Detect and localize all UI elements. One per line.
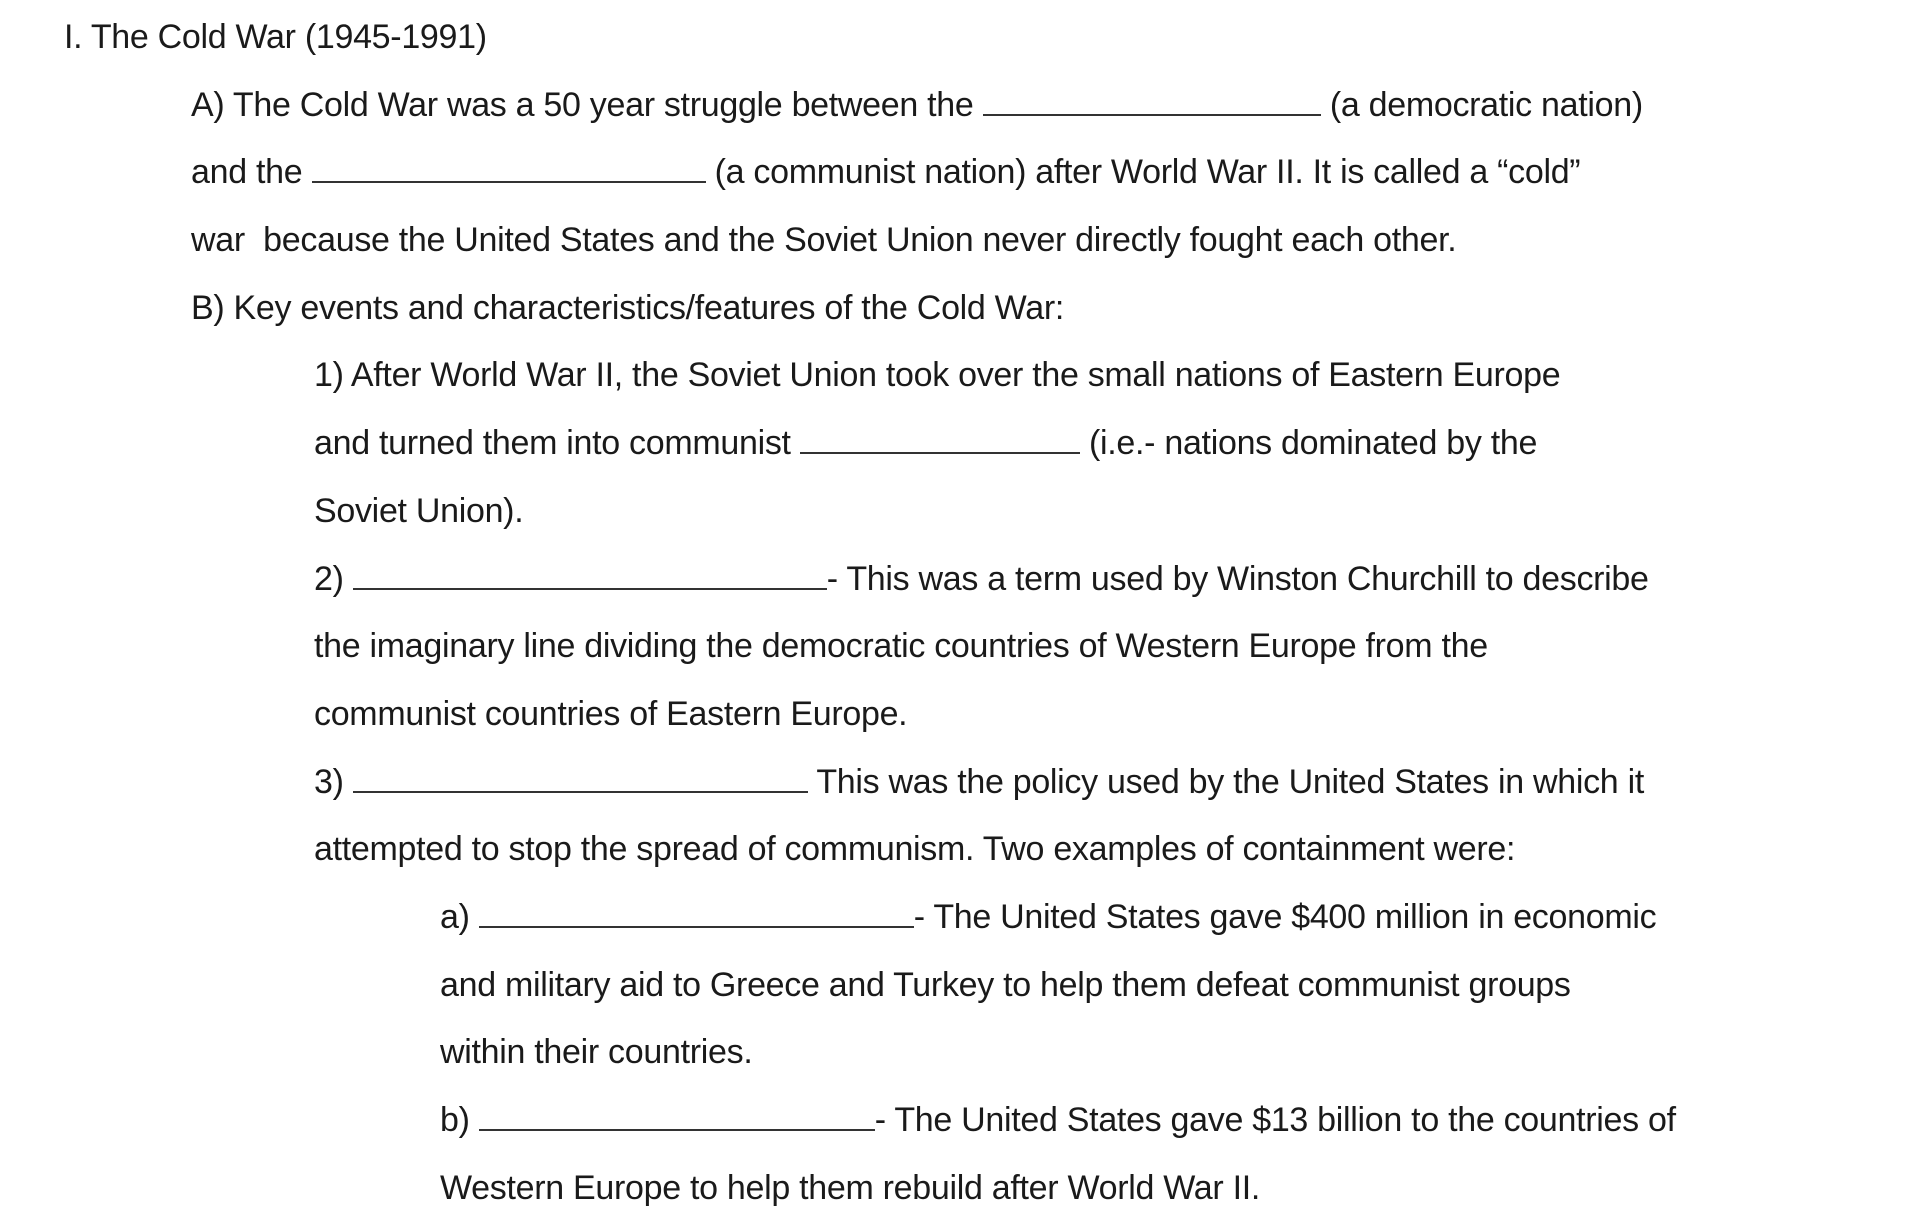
text-segment: - This was a term used by Winston Churchill to describe bbox=[826, 560, 1649, 598]
text-segment: (a democratic nation) bbox=[1320, 86, 1643, 124]
fill-in-blank[interactable] bbox=[800, 422, 1080, 454]
section-heading bbox=[64, 15, 487, 59]
text-line-a-2 bbox=[191, 150, 1580, 194]
text-segment: b) bbox=[440, 1101, 479, 1139]
text-segment: I. The Cold War (1945-1991) bbox=[64, 18, 487, 56]
text-segment: 1) After World War II, the Soviet Union took over the small nations of Eastern Europe bbox=[314, 356, 1561, 394]
text-line-item1-1 bbox=[314, 353, 1560, 397]
text-segment: - The United States gave $13 billion to the countries of bbox=[874, 1101, 1676, 1139]
text-line-item3-2 bbox=[314, 827, 1515, 871]
text-line-item2-3 bbox=[314, 692, 907, 736]
text-segment: - The United States gave $400 million in economic bbox=[913, 898, 1657, 936]
text-segment: A) The Cold War was a 50 year struggle between the bbox=[191, 86, 983, 124]
text-segment: attempted to stop the spread of communism. Two examples of containment were: bbox=[314, 830, 1516, 868]
text-line-item3-1 bbox=[314, 760, 1644, 804]
text-segment: and turned them into communist bbox=[314, 424, 800, 462]
text-segment: the imaginary line dividing the democratic countries of Western Europe from the bbox=[314, 627, 1488, 665]
text-segment: 2) bbox=[314, 560, 353, 598]
text-line-item2-2 bbox=[314, 624, 1488, 668]
text-segment: (i.e.- nations dominated by the bbox=[1079, 424, 1538, 462]
text-segment: and the bbox=[191, 153, 312, 191]
text-segment: Soviet Union). bbox=[314, 492, 524, 530]
fill-in-blank[interactable] bbox=[983, 84, 1321, 116]
fill-in-blank[interactable] bbox=[479, 1099, 875, 1131]
text-line-sub-a-2 bbox=[440, 963, 1571, 1007]
text-line-a-3 bbox=[191, 218, 1456, 262]
fill-in-blank[interactable] bbox=[353, 558, 827, 590]
text-line-sub-b-1 bbox=[440, 1098, 1676, 1142]
text-segment: war because the United States and the Soviet Union never directly fought each other. bbox=[191, 221, 1457, 259]
text-segment: communist countries of Eastern Europe. bbox=[314, 695, 908, 733]
text-line-sub-b-2 bbox=[440, 1166, 1260, 1210]
text-segment: 3) bbox=[314, 763, 353, 801]
text-segment: and military aid to Greece and Turkey to help them defeat communist groups bbox=[440, 966, 1571, 1004]
fill-in-blank[interactable] bbox=[312, 151, 706, 183]
text-line-a-1 bbox=[191, 83, 1643, 127]
text-line-item1-2 bbox=[314, 421, 1537, 465]
text-segment: This was the policy used by the United States in which it bbox=[807, 763, 1644, 801]
text-segment: Western Europe to help them rebuild after World War II. bbox=[440, 1169, 1261, 1207]
text-segment: a) bbox=[440, 898, 479, 936]
text-line-item2-1 bbox=[314, 557, 1649, 601]
text-segment: (a communist nation) after World War II. It is called a “cold” bbox=[705, 153, 1581, 191]
text-segment: within their countries. bbox=[440, 1033, 753, 1071]
fill-in-blank[interactable] bbox=[353, 761, 808, 793]
fill-in-blank[interactable] bbox=[479, 896, 914, 928]
text-line-sub-a-3 bbox=[440, 1030, 752, 1074]
text-line-b-1 bbox=[191, 286, 1064, 330]
text-line-item1-3 bbox=[314, 489, 523, 533]
text-line-sub-a-1 bbox=[440, 895, 1656, 939]
text-segment: B) Key events and characteristics/features of the Cold War: bbox=[191, 289, 1064, 327]
